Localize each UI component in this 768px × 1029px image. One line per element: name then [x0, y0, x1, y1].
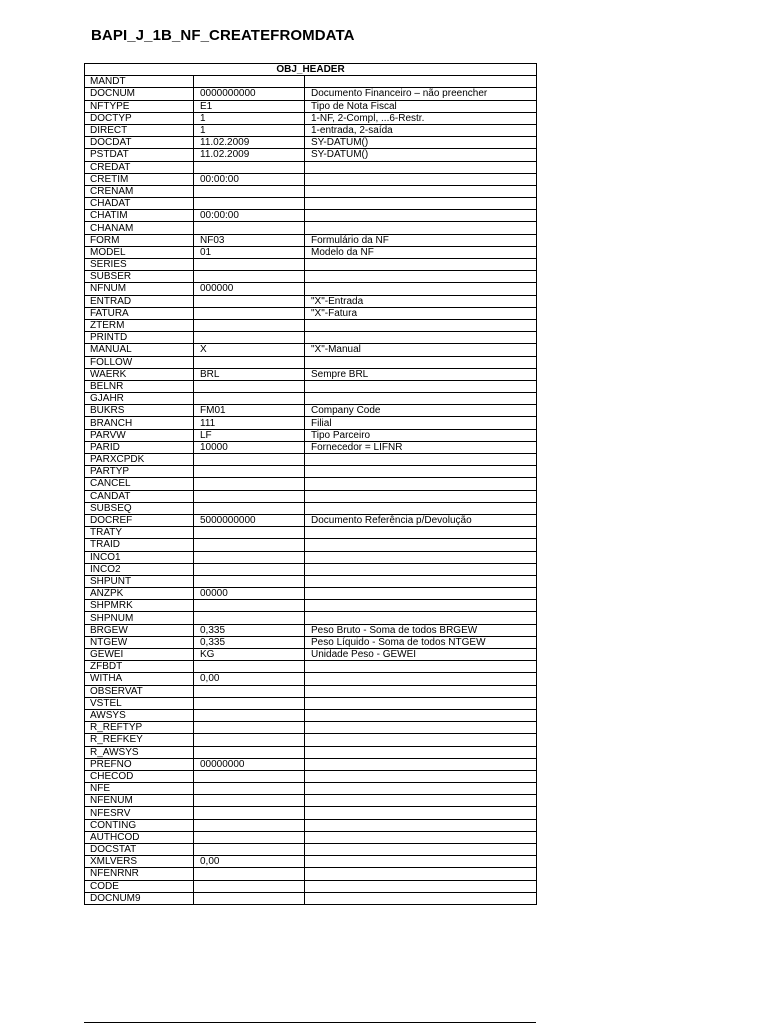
- table-row: [85, 380, 537, 392]
- field-description-cell: [305, 222, 537, 234]
- field-value-cell: 1: [194, 124, 305, 136]
- field-name-cell: R_REFKEY: [85, 734, 194, 746]
- field-description-cell: 1-entrada, 2-saída: [305, 124, 537, 136]
- field-name-cell: CANDAT: [85, 490, 194, 502]
- field-description-cell: [305, 380, 537, 392]
- table-row: [85, 844, 537, 856]
- field-name-cell: AWSYS: [85, 709, 194, 721]
- field-description-cell: [305, 527, 537, 539]
- table-row: [85, 124, 537, 136]
- table-row: [85, 417, 537, 429]
- document-title: BAPI_J_1B_NF_CREATEFROMDATA: [91, 27, 355, 44]
- field-description-cell: [305, 673, 537, 685]
- table-row: [85, 271, 537, 283]
- field-value-cell: 00000000: [194, 758, 305, 770]
- field-name-cell: INCO1: [85, 551, 194, 563]
- field-value-cell: X: [194, 344, 305, 356]
- field-description-cell: [305, 466, 537, 478]
- field-value-cell: [194, 380, 305, 392]
- field-description-cell: [305, 868, 537, 880]
- field-description-cell: [305, 661, 537, 673]
- field-description-cell: Documento Financeiro – não preencher: [305, 88, 537, 100]
- field-value-cell: [194, 466, 305, 478]
- field-name-cell: CODE: [85, 880, 194, 892]
- field-value-cell: 00:00:00: [194, 173, 305, 185]
- field-name-cell: SHPUNT: [85, 575, 194, 587]
- field-name-cell: ZTERM: [85, 319, 194, 331]
- table-row: [85, 356, 537, 368]
- table-row: [85, 88, 537, 100]
- field-value-cell: 0,335: [194, 636, 305, 648]
- field-description-cell: Tipo de Nota Fiscal: [305, 100, 537, 112]
- field-value-cell: [194, 295, 305, 307]
- table-row: [85, 673, 537, 685]
- field-description-cell: [305, 758, 537, 770]
- table-row: [85, 441, 537, 453]
- field-description-cell: Peso Líquido - Soma de todos NTGEW: [305, 636, 537, 648]
- field-name-cell: CREDAT: [85, 161, 194, 173]
- field-description-cell: [305, 454, 537, 466]
- table-row: [85, 149, 537, 161]
- field-description-cell: [305, 588, 537, 600]
- field-description-cell: [305, 539, 537, 551]
- field-value-cell: [194, 844, 305, 856]
- field-name-cell: GEWEI: [85, 649, 194, 661]
- field-value-cell: KG: [194, 649, 305, 661]
- field-value-cell: [194, 319, 305, 331]
- table-row: [85, 563, 537, 575]
- table-row: [85, 502, 537, 514]
- table-row: [85, 770, 537, 782]
- field-name-cell: DOCNUM: [85, 88, 194, 100]
- field-value-cell: [194, 185, 305, 197]
- field-name-cell: PARXCPDK: [85, 454, 194, 466]
- field-value-cell: [194, 819, 305, 831]
- field-description-cell: Peso Bruto - Soma de todos BRGEW: [305, 624, 537, 636]
- field-name-cell: NFNUM: [85, 283, 194, 295]
- field-value-cell: [194, 307, 305, 319]
- field-name-cell: TRAID: [85, 539, 194, 551]
- field-description-cell: [305, 795, 537, 807]
- field-name-cell: SUBSEQ: [85, 502, 194, 514]
- field-description-cell: Tipo Parceiro: [305, 429, 537, 441]
- table-row: [85, 807, 537, 819]
- field-value-cell: [194, 271, 305, 283]
- field-name-cell: SERIES: [85, 259, 194, 271]
- field-value-cell: [194, 770, 305, 782]
- field-name-cell: MANDT: [85, 76, 194, 88]
- field-description-cell: [305, 502, 537, 514]
- field-description-cell: [305, 161, 537, 173]
- field-value-cell: [194, 356, 305, 368]
- field-name-cell: DOCREF: [85, 514, 194, 526]
- table-row: [85, 514, 537, 526]
- table-row: [85, 697, 537, 709]
- field-name-cell: CRENAM: [85, 185, 194, 197]
- field-name-cell: PRINTD: [85, 332, 194, 344]
- table-row: [85, 210, 537, 222]
- table-row: [85, 76, 537, 88]
- field-name-cell: BELNR: [85, 380, 194, 392]
- field-value-cell: [194, 685, 305, 697]
- table-row: [85, 831, 537, 843]
- field-value-cell: 10000: [194, 441, 305, 453]
- field-value-cell: [194, 734, 305, 746]
- field-description-cell: Fornecedor = LIFNR: [305, 441, 537, 453]
- field-description-cell: [305, 844, 537, 856]
- field-name-cell: VSTEL: [85, 697, 194, 709]
- field-description-cell: Company Code: [305, 405, 537, 417]
- field-value-cell: [194, 393, 305, 405]
- field-name-cell: PARVW: [85, 429, 194, 441]
- field-value-cell: [194, 332, 305, 344]
- table-row: [85, 600, 537, 612]
- field-name-cell: R_REFTYP: [85, 722, 194, 734]
- field-name-cell: AUTHCOD: [85, 831, 194, 843]
- field-name-cell: CHATIM: [85, 210, 194, 222]
- field-description-cell: [305, 198, 537, 210]
- field-value-cell: [194, 697, 305, 709]
- field-description-cell: [305, 831, 537, 843]
- field-description-cell: [305, 819, 537, 831]
- field-name-cell: R_AWSYS: [85, 746, 194, 758]
- table-row: [85, 307, 537, 319]
- table-header-row: [85, 64, 537, 76]
- field-name-cell: SHPNUM: [85, 612, 194, 624]
- field-name-cell: SUBSER: [85, 271, 194, 283]
- field-description-cell: [305, 356, 537, 368]
- field-name-cell: CANCEL: [85, 478, 194, 490]
- field-description-cell: [305, 746, 537, 758]
- field-value-cell: FM01: [194, 405, 305, 417]
- table-row: [85, 819, 537, 831]
- field-description-cell: Unidade Peso - GEWEI: [305, 649, 537, 661]
- field-value-cell: 0000000000: [194, 88, 305, 100]
- field-value-cell: [194, 600, 305, 612]
- field-value-cell: [194, 539, 305, 551]
- field-name-cell: NFENUM: [85, 795, 194, 807]
- table-row: [85, 892, 537, 904]
- field-description-cell: [305, 709, 537, 721]
- table-row: [85, 575, 537, 587]
- field-name-cell: NFTYPE: [85, 100, 194, 112]
- field-value-cell: 0,00: [194, 856, 305, 868]
- field-name-cell: ZFBDT: [85, 661, 194, 673]
- table-row: [85, 722, 537, 734]
- field-value-cell: [194, 807, 305, 819]
- table-row: [85, 783, 537, 795]
- field-description-cell: [305, 185, 537, 197]
- field-description-cell: "X"-Entrada: [305, 295, 537, 307]
- table-row: [85, 222, 537, 234]
- field-value-cell: 111: [194, 417, 305, 429]
- table-header: OBJ_HEADER: [85, 64, 537, 76]
- table-row: [85, 295, 537, 307]
- field-value-cell: BRL: [194, 368, 305, 380]
- field-description-cell: [305, 783, 537, 795]
- field-value-cell: [194, 880, 305, 892]
- table-row: [85, 636, 537, 648]
- field-description-cell: [305, 332, 537, 344]
- field-name-cell: DOCSTAT: [85, 844, 194, 856]
- field-description-cell: SY-DATUM(): [305, 149, 537, 161]
- table-row: [85, 661, 537, 673]
- table-row: [85, 161, 537, 173]
- field-value-cell: 1: [194, 112, 305, 124]
- field-description-cell: [305, 612, 537, 624]
- field-description-cell: [305, 563, 537, 575]
- field-description-cell: Sempre BRL: [305, 368, 537, 380]
- field-name-cell: BRANCH: [85, 417, 194, 429]
- field-name-cell: BUKRS: [85, 405, 194, 417]
- field-description-cell: [305, 393, 537, 405]
- field-description-cell: [305, 575, 537, 587]
- field-value-cell: [194, 198, 305, 210]
- table-row: [85, 539, 537, 551]
- field-name-cell: MODEL: [85, 246, 194, 258]
- table-row: [85, 246, 537, 258]
- field-name-cell: BRGEW: [85, 624, 194, 636]
- field-name-cell: OBSERVAT: [85, 685, 194, 697]
- field-name-cell: DOCNUM9: [85, 892, 194, 904]
- field-value-cell: 01: [194, 246, 305, 258]
- table-row: [85, 588, 537, 600]
- field-value-cell: [194, 490, 305, 502]
- table-row: [85, 746, 537, 758]
- field-name-cell: FOLLOW: [85, 356, 194, 368]
- field-name-cell: SHPMRK: [85, 600, 194, 612]
- table-row: [85, 234, 537, 246]
- field-name-cell: MANUAL: [85, 344, 194, 356]
- field-description-cell: [305, 319, 537, 331]
- field-name-cell: ENTRAD: [85, 295, 194, 307]
- field-description-cell: [305, 478, 537, 490]
- table-row: [85, 709, 537, 721]
- table-row: [85, 612, 537, 624]
- field-description-cell: [305, 271, 537, 283]
- table-row: [85, 527, 537, 539]
- field-name-cell: PREFNO: [85, 758, 194, 770]
- field-name-cell: NFE: [85, 783, 194, 795]
- field-name-cell: NFENRNR: [85, 868, 194, 880]
- field-name-cell: PARID: [85, 441, 194, 453]
- field-value-cell: 0,00: [194, 673, 305, 685]
- table-row: [85, 112, 537, 124]
- field-value-cell: 0,335: [194, 624, 305, 636]
- field-value-cell: [194, 709, 305, 721]
- field-value-cell: [194, 161, 305, 173]
- field-name-cell: WAERK: [85, 368, 194, 380]
- field-name-cell: GJAHR: [85, 393, 194, 405]
- field-value-cell: [194, 612, 305, 624]
- field-value-cell: [194, 502, 305, 514]
- field-description-cell: [305, 210, 537, 222]
- field-description-cell: [305, 685, 537, 697]
- field-description-cell: [305, 770, 537, 782]
- field-value-cell: LF: [194, 429, 305, 441]
- table-row: [85, 758, 537, 770]
- field-name-cell: TRATY: [85, 527, 194, 539]
- table-row: [85, 198, 537, 210]
- table-row: [85, 466, 537, 478]
- table-row: [85, 478, 537, 490]
- field-value-cell: 11.02.2009: [194, 137, 305, 149]
- field-name-cell: DIRECT: [85, 124, 194, 136]
- next-table-edge: [84, 1022, 536, 1029]
- field-value-cell: [194, 892, 305, 904]
- field-value-cell: 11.02.2009: [194, 149, 305, 161]
- field-description-cell: [305, 697, 537, 709]
- field-name-cell: CRETIM: [85, 173, 194, 185]
- field-name-cell: ANZPK: [85, 588, 194, 600]
- field-name-cell: CONTING: [85, 819, 194, 831]
- table-row: [85, 100, 537, 112]
- field-name-cell: FORM: [85, 234, 194, 246]
- field-description-cell: [305, 807, 537, 819]
- field-description-cell: [305, 283, 537, 295]
- field-description-cell: [305, 734, 537, 746]
- field-value-cell: [194, 661, 305, 673]
- table-row: [85, 624, 537, 636]
- field-value-cell: [194, 783, 305, 795]
- field-value-cell: [194, 575, 305, 587]
- field-value-cell: [194, 746, 305, 758]
- table-row: [85, 649, 537, 661]
- field-name-cell: XMLVERS: [85, 856, 194, 868]
- table-row: [85, 856, 537, 868]
- field-description-cell: "X"-Fatura: [305, 307, 537, 319]
- field-value-cell: 00000: [194, 588, 305, 600]
- field-name-cell: NFESRV: [85, 807, 194, 819]
- field-description-cell: [305, 76, 537, 88]
- table-row: [85, 137, 537, 149]
- field-value-cell: E1: [194, 100, 305, 112]
- table-row: [85, 405, 537, 417]
- table-row: [85, 454, 537, 466]
- field-value-cell: NF03: [194, 234, 305, 246]
- table-row: [85, 319, 537, 331]
- field-description-cell: Formulário da NF: [305, 234, 537, 246]
- field-value-cell: [194, 527, 305, 539]
- table-row: [85, 259, 537, 271]
- field-description-cell: [305, 551, 537, 563]
- table-row: [85, 551, 537, 563]
- table-row: [85, 173, 537, 185]
- field-value-cell: [194, 478, 305, 490]
- table-row: [85, 283, 537, 295]
- field-description-cell: "X"-Manual: [305, 344, 537, 356]
- table-row: [85, 490, 537, 502]
- table-row: [85, 685, 537, 697]
- table-row: [85, 795, 537, 807]
- field-description-cell: 1-NF, 2-Compl, ...6-Restr.: [305, 112, 537, 124]
- field-value-cell: 5000000000: [194, 514, 305, 526]
- field-description-cell: [305, 856, 537, 868]
- field-description-cell: [305, 892, 537, 904]
- table-row: [85, 393, 537, 405]
- field-value-cell: [194, 259, 305, 271]
- field-value-cell: [194, 563, 305, 575]
- field-value-cell: [194, 795, 305, 807]
- table-row: [85, 734, 537, 746]
- field-name-cell: CHECOD: [85, 770, 194, 782]
- field-description-cell: [305, 722, 537, 734]
- field-name-cell: WITHA: [85, 673, 194, 685]
- field-name-cell: DOCDAT: [85, 137, 194, 149]
- table-row: [85, 332, 537, 344]
- field-name-cell: PARTYP: [85, 466, 194, 478]
- field-value-cell: [194, 868, 305, 880]
- field-description-cell: SY-DATUM(): [305, 137, 537, 149]
- field-name-cell: NTGEW: [85, 636, 194, 648]
- field-value-cell: [194, 551, 305, 563]
- table-row: [85, 868, 537, 880]
- table-row: [85, 880, 537, 892]
- table-row: [85, 185, 537, 197]
- field-name-cell: PSTDAT: [85, 149, 194, 161]
- field-value-cell: [194, 76, 305, 88]
- field-description-cell: Documento Referência p/Devolução: [305, 514, 537, 526]
- field-name-cell: INCO2: [85, 563, 194, 575]
- field-value-cell: 000000: [194, 283, 305, 295]
- field-name-cell: FATURA: [85, 307, 194, 319]
- field-name-cell: CHANAM: [85, 222, 194, 234]
- field-description-cell: [305, 490, 537, 502]
- table-row: [85, 344, 537, 356]
- field-description-cell: Modelo da NF: [305, 246, 537, 258]
- field-value-cell: [194, 222, 305, 234]
- field-description-cell: [305, 173, 537, 185]
- field-value-cell: [194, 454, 305, 466]
- field-description-cell: [305, 880, 537, 892]
- field-value-cell: 00:00:00: [194, 210, 305, 222]
- field-description-cell: [305, 259, 537, 271]
- field-value-cell: [194, 831, 305, 843]
- table-row: [85, 429, 537, 441]
- table-row: [85, 368, 537, 380]
- field-name-cell: DOCTYP: [85, 112, 194, 124]
- obj-header-table: [84, 63, 537, 905]
- field-name-cell: CHADAT: [85, 198, 194, 210]
- field-value-cell: [194, 722, 305, 734]
- field-description-cell: Filial: [305, 417, 537, 429]
- field-description-cell: [305, 600, 537, 612]
